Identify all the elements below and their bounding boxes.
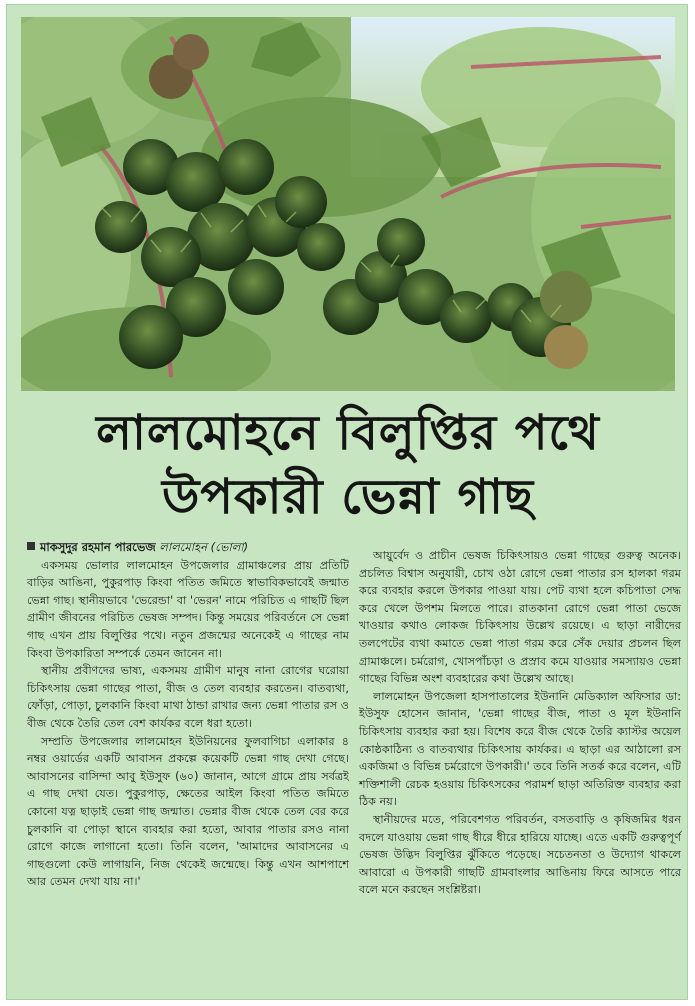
paragraph: স্থানীয়দের মতে, পরিবেশগত পরিবর্তন, বসতবাড়ি ও কৃষিজমির ধরন বদলে যাওয়ায় ভেন্না গাছ ধীরে ধীরে হারিয়ে যাচ্ছে। এতে একটি গুরুত্বপূর্ণ ভেষজ উদ্ভিদ বিলুপ্তির ঝুঁকিতে পড়েছে। সচেতনতা ও উদ্যোগ থাকলে আবারো এ উপকারী গাছটি গ্রামবাংলার আঙিনায় ফিরে আসতে পারে বলে মনে করছেন সংশ্লিষ্টরা। <box>359 812 681 897</box>
castor-plant-illustration <box>21 17 675 391</box>
paragraph: স্থানীয় প্রবীণদের ভাষ্য, একসময় গ্রামীণ মানুষ নানা রোগের ঘরোয়া চিকিৎসায় ভেন্না গাছের পাতা, বীজ ও তেল ব্যবহার করতেন। বাতব্যথা, ফোঁড়া, পোড়া, চুলকানি কিংবা মাথা ঠান্ডা রাখার জন্য ভেন্না পাতার রস ও বীজ থেকে তৈরি তেল বেশ কার্যকর বলে ধরা হতো। <box>27 664 349 730</box>
headline-line-1: লালমোহনে বিলুপ্তির পথে <box>96 405 600 461</box>
article-column-left <box>27 539 349 891</box>
paragraph: লালমোহন উপজেলা হাসপাতালের ইউনানি মেডিক্যাল অফিসার ডা: ইউসুফ হোসেন জানান, 'ভেন্না গাছের বীজ, পাতা ও মূল ইউনানি চিকিৎসায় ব্যবহার করা হয়। বিশেষ করে বীজ থেকে তৈরি ক্যাস্টর অয়েল কোষ্ঠকাঠিন্য ও বাতব্যথার চিকিৎসায় কার্যকর। এ ছাড়া এর আঠালো রস একজিমা ও বিভিন্ন চর্মরোগে উপকারী।' তবে তিনি সতর্ক করে বলেন, এটি শক্তিশালী রেচক হওয়ায় চিকিৎসকের পরামর্শ ছাড়া অতিরিক্ত ব্যবহার করা ঠিক নয়। <box>359 689 681 809</box>
paragraph: সম্প্রতি উপজেলার লালমোহন ইউনিয়নের ফুলবাগিচা এলাকার ৪ নম্বর ওয়ার্ডের একটি আবাসন প্রকল্পে কয়েকটি ভেন্না গাছ দেখা গেছে। আবাসনের বাসিন্দা আবু ইউসুফ (৬০) জানান, আগে গ্রামে প্রায় সর্বত্রই এ গাছ দেখা যেত। পুকুরপাড়, ক্ষেতের আইল কিংবা পতিত জমিতে কোনো যত্ন ছাড়াই ভেন্না গাছ জন্মাত। ভেন্নার বীজ থেকে তেল বের করে চুলকানি বা পোড়া স্থানে ব্যবহার করা হতো, আবার পাতার রসও নানা রোগে কাজে লাগানো হতো। তিনি বলেন, 'আমাদের আবাসনের এ গাছগুলো কেউ লাগায়নি, নিজ থেকেই জন্মেছে। কিন্তু এখন আশপাশে আর তেমন দেখা যায় না।' <box>27 734 349 889</box>
article-column-right <box>359 547 681 899</box>
paragraph: আয়ুর্বেদ ও প্রাচীন ভেষজ চিকিৎসায়ও ভেন্না গাছের গুরুত্ব অনেক। প্রচলিত বিশ্বাস অনুযায়ী, চোখ ওঠা রোগে ভেন্না পাতার রস হালকা গরম করে ব্যবহার করলে উপকার পাওয়া যায়। পেট ব্যথা হলে কচিপাতা সেদ্ধ করে খেলে উপশম মিলতে পারে। রাতকানা রোগে ভেন্না পাতা ভেজে খাওয়ার কথাও লোকজ চিকিৎসায় উল্লেখ রয়েছে। এ ছাড়া নারীদের তলপেটের ব্যথা কমাতে ভেন্না পাতা গরম করে সেঁক দেয়ার প্রচলন ছিল গ্রামাঞ্চলে। চর্মরোগ, খোসপাঁচড়া ও প্রস্রাব কমে যাওয়ার সমস্যায়ও ভেন্না গাছের বিভিন্ন অংশ ব্যবহারের কথা উল্লেখ আছে। <box>359 549 681 686</box>
byline-square-icon <box>27 542 35 550</box>
paragraph: একসময় ভোলার লালমোহন উপজেলার গ্রামাঞ্চলের প্রায় প্রতিটি বাড়ির আঙিনা, পুকুরপাড় কিংবা পতিত জমিতে স্বাভাবিকভাবেই জন্মাত ভেন্না গাছ। স্থানীয়ভাবে 'ভেরেন্ডা' বা 'ভেরন' নামে পরিচিত এ গাছটি ছিল গ্রামীণ জীবনের পরিচিত ভেষজ সম্পদ। কিন্তু সময়ের পরিবর্তনে সে ভেন্না গাছ এখন প্রায় বিলুপ্তির পথে। নতুন প্রজন্মের অনেকেই এ গাছের নাম কিংবা উপকারিতা সম্পর্কে তেমন জানেন না। <box>27 558 349 660</box>
headline <box>7 401 689 529</box>
newspaper-clipping <box>6 4 688 1000</box>
byline-location: লালমোহন (ভোলা) <box>159 540 249 554</box>
byline-author: মাকসুদুর রহমান পারভেজ <box>40 540 156 554</box>
byline <box>27 539 349 557</box>
castor-plant-photo <box>21 17 675 391</box>
headline-line-2: উপকারী ভেন্না গাছ <box>161 469 535 525</box>
